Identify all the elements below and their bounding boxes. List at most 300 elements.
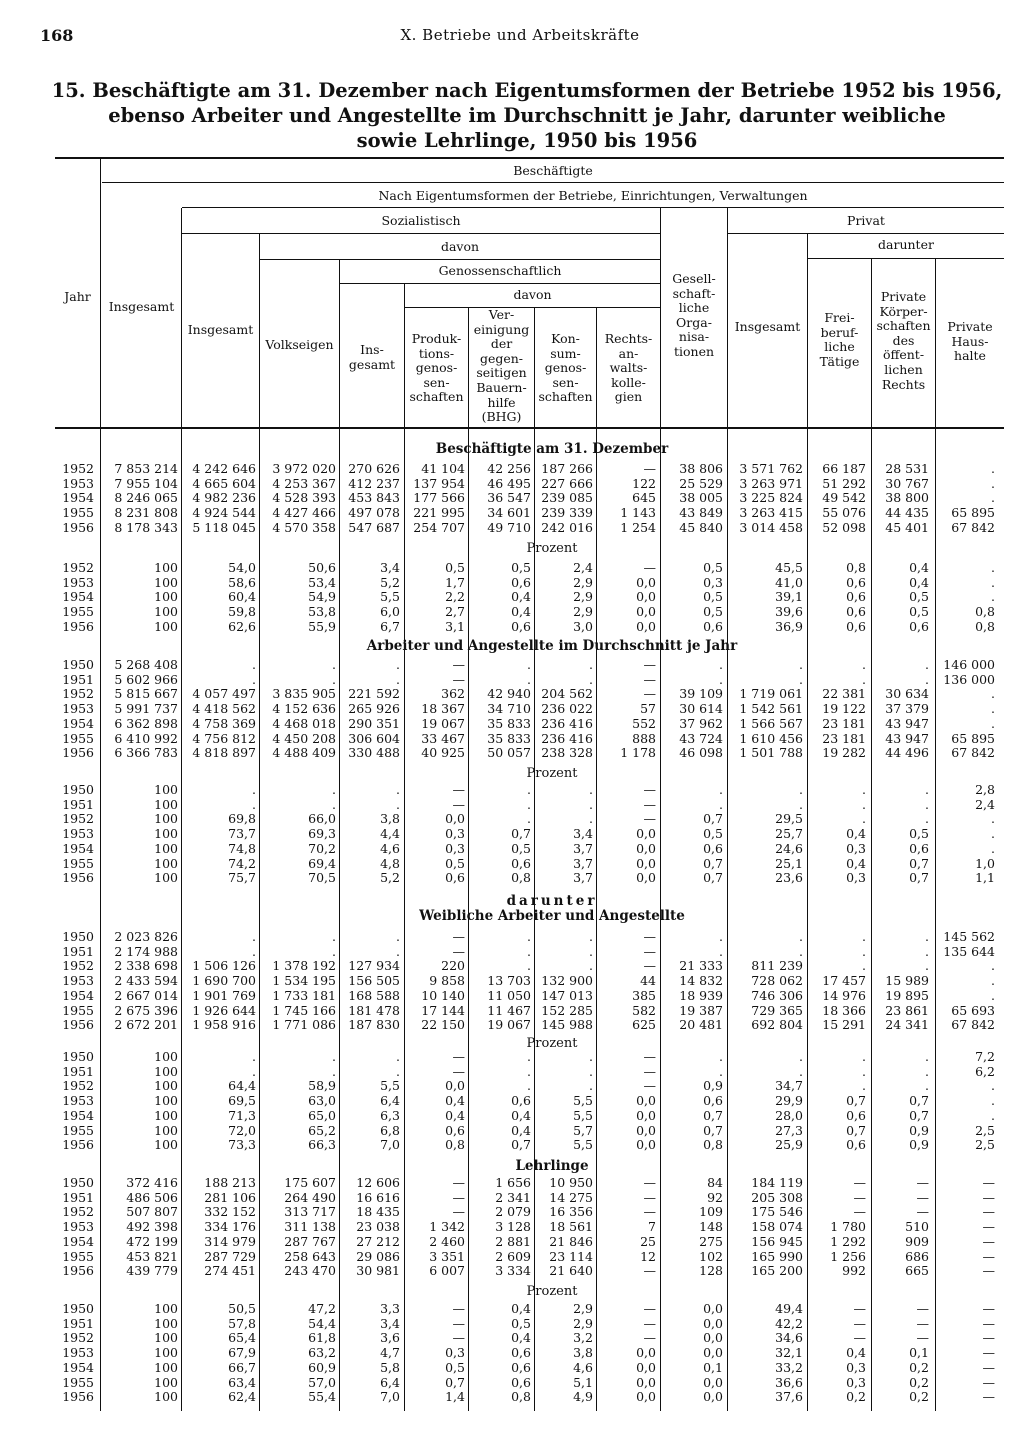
table-cell: 275 bbox=[699, 1233, 723, 1249]
table-cell: 12 bbox=[640, 1248, 656, 1264]
table-cell: . bbox=[396, 1049, 400, 1064]
table-cell: 1 292 bbox=[830, 1233, 866, 1249]
table-cell: 0,2 bbox=[846, 1389, 866, 1405]
table-cell: 0,0 bbox=[636, 1345, 656, 1361]
table-cell: 18 366 bbox=[822, 1002, 866, 1018]
table-cell: 204 562 bbox=[541, 686, 593, 702]
table-cell: 0,8 bbox=[511, 870, 531, 886]
table-cell: 65 693 bbox=[951, 1002, 995, 1018]
table-cell: 69,4 bbox=[308, 855, 336, 871]
table-cell: 3 128 bbox=[495, 1219, 531, 1235]
table-cell: 0,4 bbox=[909, 560, 929, 575]
table-cell: 84 bbox=[707, 1175, 723, 1190]
table-cell: 175 546 bbox=[751, 1204, 803, 1220]
table-cell: 264 490 bbox=[284, 1189, 336, 1205]
row-year: 1953 bbox=[62, 1219, 94, 1235]
table-cell: 314 979 bbox=[204, 1233, 256, 1249]
table-cell: 0,0 bbox=[636, 855, 656, 871]
table-cell: — bbox=[853, 1330, 866, 1346]
table-cell: 0,0 bbox=[636, 1389, 656, 1405]
table-cell: 1 506 126 bbox=[192, 958, 256, 974]
table-cell: 1 901 769 bbox=[192, 987, 256, 1003]
table-cell: 0,8 bbox=[975, 618, 995, 634]
table-cell: — bbox=[982, 1175, 995, 1190]
table-cell: 55 076 bbox=[822, 505, 866, 521]
table-cell: — bbox=[452, 1175, 465, 1190]
table-cell: 2 609 bbox=[495, 1248, 531, 1264]
table-cell: 100 bbox=[154, 560, 178, 575]
table-cell: 1 143 bbox=[620, 505, 656, 521]
row-year: 1950 bbox=[62, 657, 94, 672]
table-cell: . bbox=[527, 657, 531, 672]
table-cell: 0,0 bbox=[636, 1137, 656, 1153]
table-cell: — bbox=[853, 1189, 866, 1205]
table-cell: . bbox=[527, 958, 531, 974]
header-col-koerper: Private Körper- schaften des öffent- lichen Rechts bbox=[876, 289, 931, 392]
table-cell: 510 bbox=[905, 1219, 929, 1235]
table-cell: . bbox=[589, 1049, 593, 1064]
table-cell: 67 842 bbox=[951, 1017, 995, 1033]
table-cell: 3,7 bbox=[573, 870, 593, 886]
table-cell: 2 675 396 bbox=[114, 1002, 178, 1018]
row-year: 1954 bbox=[62, 840, 94, 856]
table-cell: 66,7 bbox=[228, 1359, 256, 1375]
table-cell: 29,9 bbox=[775, 1093, 803, 1109]
table-cell: 372 416 bbox=[126, 1175, 178, 1190]
table-cell: 0,5 bbox=[909, 826, 929, 842]
table-cell: 205 308 bbox=[751, 1189, 803, 1205]
table-cell: . bbox=[719, 671, 723, 687]
table-cell: 5,1 bbox=[573, 1374, 593, 1390]
table-cell: 0,5 bbox=[703, 560, 723, 575]
table-cell: 4,7 bbox=[380, 1345, 400, 1361]
table-cell: 45,5 bbox=[775, 560, 803, 575]
table-cell: 4,8 bbox=[380, 855, 400, 871]
table-cell: 0,6 bbox=[909, 840, 929, 856]
table-cell: . bbox=[799, 657, 803, 672]
table-cell: 27,3 bbox=[775, 1122, 803, 1138]
table-cell: 2 672 201 bbox=[114, 1017, 178, 1033]
table-cell: . bbox=[719, 1063, 723, 1079]
table-cell: 0,3 bbox=[445, 826, 465, 842]
table-cell: 692 804 bbox=[751, 1017, 803, 1033]
table-cell: . bbox=[799, 796, 803, 812]
table-cell: 158 074 bbox=[751, 1219, 803, 1235]
table-cell: 0,0 bbox=[703, 1315, 723, 1331]
table-cell: . bbox=[799, 943, 803, 959]
table-cell: . bbox=[252, 943, 256, 959]
table-cell: 100 bbox=[154, 1374, 178, 1390]
row-year: 1955 bbox=[62, 604, 94, 620]
table-cell: 0,5 bbox=[511, 1315, 531, 1331]
table-cell: 1 534 195 bbox=[272, 973, 336, 989]
table-cell: 38 800 bbox=[885, 490, 929, 506]
table-cell: 1 254 bbox=[620, 519, 656, 535]
table-cell: 1,0 bbox=[975, 855, 995, 871]
table-cell: 2 341 bbox=[495, 1189, 531, 1205]
table-cell: — bbox=[982, 1301, 995, 1316]
table-cell: 30 981 bbox=[356, 1263, 400, 1279]
table-cell: 472 199 bbox=[126, 1233, 178, 1249]
table-cell: 4 758 369 bbox=[192, 715, 256, 731]
table-cell: 14 832 bbox=[679, 973, 723, 989]
table-cell: 65 895 bbox=[951, 505, 995, 521]
table-cell: 0,0 bbox=[703, 1301, 723, 1316]
table-cell: 0,4 bbox=[846, 1345, 866, 1361]
table-cell: 42 940 bbox=[487, 686, 531, 702]
table-cell: 5 118 045 bbox=[192, 519, 256, 535]
row-year: 1955 bbox=[62, 1122, 94, 1138]
table-cell: — bbox=[643, 1263, 656, 1279]
table-cell: . bbox=[925, 796, 929, 812]
row-year: 1955 bbox=[62, 730, 94, 746]
table-cell: — bbox=[982, 1233, 995, 1249]
table-cell: 49 542 bbox=[822, 490, 866, 506]
table-cell: 65,2 bbox=[308, 1122, 336, 1138]
table-cell: . bbox=[991, 1093, 995, 1109]
table-cell: 0,5 bbox=[703, 589, 723, 605]
table-cell: 625 bbox=[632, 1017, 656, 1033]
table-cell: . bbox=[589, 796, 593, 812]
table-cell: 23 114 bbox=[549, 1248, 593, 1264]
table-cell: 0,2 bbox=[909, 1389, 929, 1405]
table-cell: — bbox=[916, 1330, 929, 1346]
table-cell: . bbox=[332, 796, 336, 812]
table-cell: 0,6 bbox=[445, 1122, 465, 1138]
table-cell: 3,3 bbox=[380, 1301, 400, 1316]
table-cell: . bbox=[589, 671, 593, 687]
table-cell: — bbox=[643, 1204, 656, 1220]
table-cell: 51 292 bbox=[822, 475, 866, 491]
table-cell: 0,6 bbox=[511, 1345, 531, 1361]
table-cell: 5,7 bbox=[573, 1122, 593, 1138]
table-cell: . bbox=[991, 715, 995, 731]
table-cell: 39 109 bbox=[679, 686, 723, 702]
table-cell: 136 000 bbox=[943, 671, 995, 687]
table-cell: 0,0 bbox=[636, 1374, 656, 1390]
section-heading: Lehrlinge bbox=[515, 1158, 589, 1174]
table-cell: 128 bbox=[699, 1263, 723, 1279]
table-cell: 0,3 bbox=[846, 840, 866, 856]
table-cell: 227 666 bbox=[541, 475, 593, 491]
table-cell: — bbox=[643, 1175, 656, 1190]
row-year: 1954 bbox=[62, 715, 94, 731]
table-cell: 453 843 bbox=[348, 490, 400, 506]
title-line-3: sowie Lehrlinge, 1950 bis 1956 bbox=[356, 129, 698, 152]
row-year: 1952 bbox=[62, 1204, 94, 1220]
table-cell: . bbox=[719, 782, 723, 797]
table-cell: 0,3 bbox=[846, 1359, 866, 1375]
table-cell: 100 bbox=[154, 1049, 178, 1064]
table-cell: 1 958 916 bbox=[192, 1017, 256, 1033]
table-cell: — bbox=[643, 686, 656, 702]
table-cell: — bbox=[452, 1330, 465, 1346]
table-cell: 63,0 bbox=[308, 1093, 336, 1109]
table-cell: 0,6 bbox=[511, 1359, 531, 1375]
table-cell: 7 955 104 bbox=[114, 475, 178, 491]
table-cell: 63,2 bbox=[308, 1345, 336, 1361]
table-cell: 3,4 bbox=[380, 560, 400, 575]
table-cell: 187 266 bbox=[541, 461, 593, 476]
table-cell: 61,8 bbox=[308, 1330, 336, 1346]
table-cell: 3,6 bbox=[380, 1330, 400, 1346]
section-heading: Beschäftigte am 31. Dezember bbox=[435, 441, 669, 457]
table-cell: 287 729 bbox=[204, 1248, 256, 1264]
rule-beschaeftigte bbox=[102, 182, 1004, 183]
table-cell: . bbox=[925, 1063, 929, 1079]
table-cell: 0,0 bbox=[636, 870, 656, 886]
table-cell: 100 bbox=[154, 1137, 178, 1153]
table-cell: 0,6 bbox=[511, 1374, 531, 1390]
table-cell: 0,2 bbox=[909, 1374, 929, 1390]
table-cell: 27 212 bbox=[356, 1233, 400, 1249]
table-cell: — bbox=[643, 782, 656, 797]
table-cell: 19 387 bbox=[679, 1002, 723, 1018]
table-cell: 135 644 bbox=[943, 943, 995, 959]
rule-darunter bbox=[808, 258, 1004, 259]
row-year: 1955 bbox=[62, 855, 94, 871]
table-cell: 1 501 788 bbox=[739, 745, 803, 761]
table-cell: 1 656 bbox=[495, 1175, 531, 1190]
table-cell: 2,9 bbox=[573, 1315, 593, 1331]
table-cell: 0,7 bbox=[846, 1093, 866, 1109]
table-cell: 12 606 bbox=[356, 1175, 400, 1190]
table-cell: 1,7 bbox=[445, 574, 465, 590]
table-cell: 236 416 bbox=[541, 715, 593, 731]
table-cell: . bbox=[991, 686, 995, 702]
table-cell: 122 bbox=[632, 475, 656, 491]
table-cell: 35 833 bbox=[487, 730, 531, 746]
table-cell: 9 858 bbox=[429, 973, 465, 989]
row-year: 1954 bbox=[62, 1359, 94, 1375]
table-cell: 243 470 bbox=[284, 1263, 336, 1279]
table-cell: — bbox=[853, 1301, 866, 1316]
table-cell: 0,7 bbox=[703, 1122, 723, 1138]
table-cell: 582 bbox=[632, 1002, 656, 1018]
table-cell: 0,6 bbox=[846, 1107, 866, 1123]
table-cell: 1 256 bbox=[830, 1248, 866, 1264]
table-cell: 100 bbox=[154, 574, 178, 590]
header-col-gesell: Gesell- schaft- liche Orga- nisa- tionen bbox=[672, 271, 716, 359]
table-cell: — bbox=[982, 1359, 995, 1375]
page-header bbox=[40, 26, 1000, 48]
table-cell: . bbox=[396, 796, 400, 812]
table-cell: 19 067 bbox=[487, 1017, 531, 1033]
table-cell: 177 566 bbox=[413, 490, 465, 506]
table-cell: 25 529 bbox=[679, 475, 723, 491]
table-cell: 43 724 bbox=[679, 730, 723, 746]
row-year: 1951 bbox=[62, 1189, 94, 1205]
table-cell: 0,4 bbox=[445, 1093, 465, 1109]
table-cell: 0,0 bbox=[636, 1359, 656, 1375]
table-cell: 0,0 bbox=[636, 604, 656, 620]
table-cell: 16 616 bbox=[356, 1189, 400, 1205]
table-cell: 0,1 bbox=[703, 1359, 723, 1375]
table-cell: 0,6 bbox=[846, 604, 866, 620]
table-cell: 145 562 bbox=[943, 929, 995, 944]
table-cell: 25,1 bbox=[775, 855, 803, 871]
row-year: 1956 bbox=[62, 1017, 94, 1033]
table-cell: 729 365 bbox=[751, 1002, 803, 1018]
table-cell: 0,7 bbox=[909, 870, 929, 886]
table-cell: . bbox=[332, 657, 336, 672]
table-cell: . bbox=[799, 782, 803, 797]
table-cell: 5,5 bbox=[573, 1137, 593, 1153]
table-cell: . bbox=[332, 943, 336, 959]
table-cell: 2,4 bbox=[975, 796, 995, 812]
table-cell: 306 604 bbox=[348, 730, 400, 746]
table-cell: 362 bbox=[441, 686, 465, 702]
table-cell: 4 756 812 bbox=[192, 730, 256, 746]
table-cell: 147 013 bbox=[541, 987, 593, 1003]
table-cell: . bbox=[589, 1078, 593, 1094]
table-cell: 0,0 bbox=[636, 826, 656, 842]
row-year: 1956 bbox=[62, 1263, 94, 1279]
table-cell: 0,5 bbox=[703, 826, 723, 842]
table-cell: 137 954 bbox=[413, 475, 465, 491]
table-cell: . bbox=[925, 782, 929, 797]
table-cell: 34 601 bbox=[487, 505, 531, 521]
table-cell: 0,0 bbox=[703, 1345, 723, 1361]
table-cell: . bbox=[396, 657, 400, 672]
table-cell: — bbox=[982, 1389, 995, 1405]
table-cell: 665 bbox=[905, 1263, 929, 1279]
table-cell: 8 178 343 bbox=[114, 519, 178, 535]
table-cell: 0,3 bbox=[703, 574, 723, 590]
table-cell: 100 bbox=[154, 618, 178, 634]
table-cell: . bbox=[862, 671, 866, 687]
table-cell: 42,2 bbox=[775, 1315, 803, 1331]
table-cell: 100 bbox=[154, 796, 178, 812]
table-cell: 0,5 bbox=[909, 604, 929, 620]
table-cell: 168 588 bbox=[348, 987, 400, 1003]
table-cell: 221 592 bbox=[348, 686, 400, 702]
section-heading: Weibliche Arbeiter und Angestellte bbox=[419, 908, 685, 924]
table-cell: 17 457 bbox=[822, 973, 866, 989]
table-cell: 0,6 bbox=[511, 1093, 531, 1109]
table-cell: 175 607 bbox=[284, 1175, 336, 1190]
table-cell: . bbox=[719, 929, 723, 944]
table-cell: — bbox=[916, 1315, 929, 1331]
table-cell: 102 bbox=[699, 1248, 723, 1264]
table-cell: 2 460 bbox=[429, 1233, 465, 1249]
table-cell: . bbox=[991, 574, 995, 590]
table-cell: 3 835 905 bbox=[272, 686, 336, 702]
table-cell: 100 bbox=[154, 1093, 178, 1109]
table-cell: 65 895 bbox=[951, 730, 995, 746]
table-cell: 57,0 bbox=[308, 1374, 336, 1390]
table-cell: . bbox=[799, 671, 803, 687]
table-cell: 43 947 bbox=[885, 715, 929, 731]
table-cell: 36,9 bbox=[775, 618, 803, 634]
table-cell: . bbox=[991, 589, 995, 605]
table-cell: 8 231 808 bbox=[114, 505, 178, 521]
table-cell: . bbox=[527, 943, 531, 959]
table-cell: 6,7 bbox=[380, 618, 400, 634]
table-cell: 100 bbox=[154, 855, 178, 871]
table-cell: 28,0 bbox=[775, 1107, 803, 1123]
table-cell: 0,5 bbox=[703, 604, 723, 620]
table-cell: . bbox=[332, 782, 336, 797]
table-cell: 0,7 bbox=[909, 1093, 929, 1109]
row-year: 1954 bbox=[62, 1107, 94, 1123]
table-cell: . bbox=[396, 782, 400, 797]
table-cell: 0,6 bbox=[703, 618, 723, 634]
table-cell: 6,4 bbox=[380, 1374, 400, 1390]
table-cell: 4 924 544 bbox=[192, 505, 256, 521]
table-cell: — bbox=[452, 943, 465, 959]
table-cell: 4 468 018 bbox=[272, 715, 336, 731]
table-cell: 58,9 bbox=[308, 1078, 336, 1094]
table-cell: — bbox=[643, 671, 656, 687]
row-year: 1953 bbox=[62, 973, 94, 989]
table-cell: 11 050 bbox=[487, 987, 531, 1003]
table-cell: — bbox=[982, 1315, 995, 1331]
header-col-volkseigen: Volkseigen bbox=[265, 337, 334, 352]
table-cell: 1,4 bbox=[445, 1389, 465, 1405]
table-cell: 5,5 bbox=[573, 1093, 593, 1109]
row-year: 1951 bbox=[62, 943, 94, 959]
table-cell: 492 398 bbox=[126, 1219, 178, 1235]
table-cell: 6 410 992 bbox=[114, 730, 178, 746]
table-cell: 0,9 bbox=[909, 1137, 929, 1153]
table-cell: 3,2 bbox=[573, 1330, 593, 1346]
table-cell: 165 200 bbox=[751, 1263, 803, 1279]
table-cell: 70,2 bbox=[308, 840, 336, 856]
table-cell: . bbox=[332, 1063, 336, 1079]
table-cell: 6 007 bbox=[429, 1263, 465, 1279]
table-cell: 1 566 567 bbox=[739, 715, 803, 731]
table-cell: 100 bbox=[154, 1345, 178, 1361]
table-cell: 41,0 bbox=[775, 574, 803, 590]
table-cell: 100 bbox=[154, 604, 178, 620]
table-cell: . bbox=[991, 560, 995, 575]
table-cell: 0,0 bbox=[636, 574, 656, 590]
table-cell: 39,6 bbox=[775, 604, 803, 620]
table-cell: . bbox=[252, 929, 256, 944]
title-line-1: 15. Beschäftigte am 31. Dezember nach Eigentumsformen der Betriebe 1952 bis 1956, bbox=[51, 79, 1003, 102]
table-cell: 43 849 bbox=[679, 505, 723, 521]
row-year: 1955 bbox=[62, 505, 94, 521]
table-cell: 73,7 bbox=[228, 826, 256, 842]
table-cell: . bbox=[862, 958, 866, 974]
row-year: 1953 bbox=[62, 826, 94, 842]
table-cell: 888 bbox=[632, 730, 656, 746]
table-cell: 2,8 bbox=[975, 782, 995, 797]
table-cell: . bbox=[332, 671, 336, 687]
table-cell: 239 085 bbox=[541, 490, 593, 506]
table-cell: 2 667 014 bbox=[114, 987, 178, 1003]
table-cell: . bbox=[589, 943, 593, 959]
table-cell: 34,7 bbox=[775, 1078, 803, 1094]
table-cell: . bbox=[589, 929, 593, 944]
table-cell: 0,5 bbox=[909, 589, 929, 605]
table-cell: . bbox=[925, 671, 929, 687]
table-cell: 46 098 bbox=[679, 745, 723, 761]
table-cell: 49 710 bbox=[487, 519, 531, 535]
table-cell: 100 bbox=[154, 1301, 178, 1316]
table-cell: — bbox=[643, 1049, 656, 1064]
table-cell: 100 bbox=[154, 1330, 178, 1346]
table-cell: 0,0 bbox=[636, 1122, 656, 1138]
table-cell: 69,5 bbox=[228, 1093, 256, 1109]
table-cell: 1 610 456 bbox=[739, 730, 803, 746]
table-cell: 552 bbox=[632, 715, 656, 731]
table-cell: 7 853 214 bbox=[114, 461, 178, 476]
table-cell: . bbox=[862, 1049, 866, 1064]
table-cell: 36,6 bbox=[775, 1374, 803, 1390]
table-cell: . bbox=[589, 958, 593, 974]
